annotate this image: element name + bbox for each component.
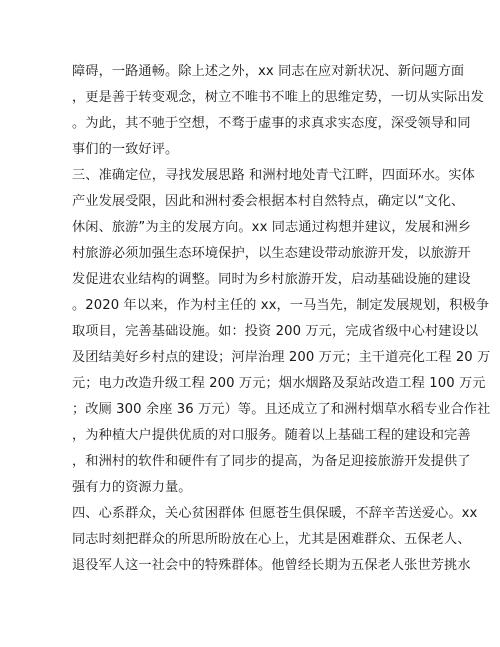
text-line: 村旅游必须加强生态环境保护，以生态建设带动旅游开发，以旅游开	[72, 246, 471, 261]
text-line: 产业发展受限，因此和洲村委会根据本村自然特点，确定以“文化、	[72, 194, 465, 209]
text-line: 取项目，完善基础设施。如：投资 200 万元，完成省级中心村建设以	[72, 324, 479, 339]
text-line: ，和洲村的软件和硬件有了同步的提高，为备足迎接旅游开发提供了	[72, 454, 471, 469]
text-line: 。2020 年以来，作为村主任的 xx，一马当先，制定发展规划，积极争	[72, 298, 490, 313]
text-line: 强有力的资源力量。	[72, 480, 192, 495]
text-line: ；改厕 300 余座 36 万元）等。且还成立了和洲村烟草水稻专业合作社	[72, 402, 491, 417]
text-line: 同志时刻把群众的所思所盼放在心上，尤其是困难群众、五保老人、	[72, 532, 471, 547]
text-line: 三、准确定位，寻找发展思路 和洲村地处青弋江畔，四面环水。实体	[72, 168, 475, 183]
text-line: ，为种植大户提供优质的对口服务。随着以上基础工程的建设和完善	[72, 428, 471, 443]
text-line: 休闲、旅游”为主的发展方向。xx 同志通过构想并建议，发展和洲乡	[72, 220, 472, 235]
text-line: 事们的一致好评。	[72, 142, 179, 157]
text-line: ，更是善于转变观念，树立不唯书不唯上的思维定势，一切从实际出发	[72, 90, 484, 105]
text-line: 及团结美好乡村点的建设；河岸治理 200 万元；主干道亮化工程 20 万	[72, 350, 491, 365]
text-line: 退役军人这一社会中的特殊群体。他曾经长期为五保老人张世芳挑水	[72, 558, 471, 573]
text-line: 四、心系群众，关心贫困群体 但愿苍生俱保暖，不辞辛苦送爱心。xx	[72, 506, 478, 521]
text-line: 元；电力改造升级工程 200 万元；烟水烟路及泵站改造工程 100 万元	[72, 376, 486, 391]
text-line: 发促进农业结构的调整。同时为乡村旅游开发，启动基础设施的建设	[72, 272, 471, 287]
text-line: 。为此，其不驰于空想，不骛于虚事的求真求实态度，深受领导和同	[72, 116, 471, 131]
text-line: 障碍，一路通畅。除上述之外，xx 同志在应对新状况、新问题方面	[72, 64, 465, 79]
